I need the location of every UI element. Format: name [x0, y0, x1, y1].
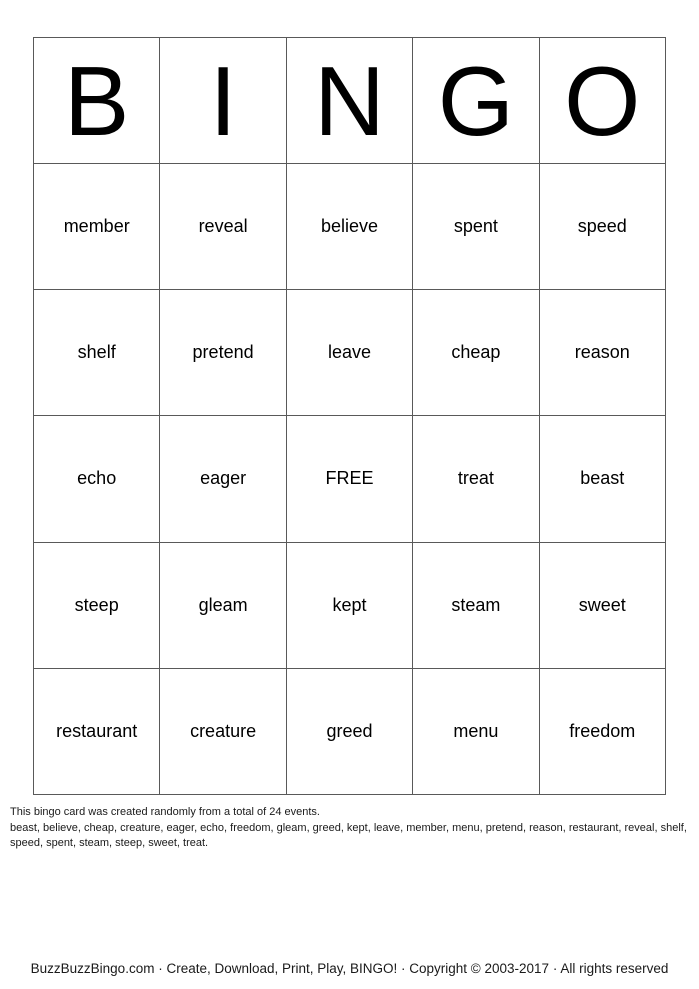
bingo-cell: sweet [539, 542, 665, 668]
bingo-cell: speed [539, 164, 665, 290]
bingo-cell: restaurant [34, 668, 160, 794]
bingo-header-row [34, 38, 666, 164]
bingo-cell: steep [34, 542, 160, 668]
bingo-cell: reason [539, 290, 665, 416]
bingo-header-letter-o: O [539, 38, 665, 164]
bingo-cell: member [34, 164, 160, 290]
bingo-row-4 [34, 542, 666, 668]
bingo-row-1 [34, 164, 666, 290]
bingo-cell: menu [413, 668, 539, 794]
site-footer: BuzzBuzzBingo.com · Create, Download, Print, Play, BINGO! · Copyright © 2003-2017 · All rights reserved [30, 961, 669, 976]
bingo-cell: reveal [160, 164, 286, 290]
bingo-cell: leave [286, 290, 412, 416]
bingo-row-5 [34, 668, 666, 794]
bingo-cell: steam [413, 542, 539, 668]
bingo-cell: shelf [34, 290, 160, 416]
bingo-row-3 [34, 416, 666, 542]
card-word-list: beast, believe, cheap, creature, eager, echo, freedom, gleam, greed, kept, leave, member, menu, pretend, reason, restaurant, reveal, shelf, speed, spent, steam, steep, sweet, treat. [10, 821, 687, 849]
free-space-cell: FREE [286, 416, 412, 542]
bingo-header-letter-g: G [413, 38, 539, 164]
bingo-cell: eager [160, 416, 286, 542]
bingo-row-2 [34, 290, 666, 416]
bingo-cell: echo [34, 416, 160, 542]
bingo-cell: believe [286, 164, 412, 290]
bingo-header-letter-i: I [160, 38, 286, 164]
bingo-cell: spent [413, 164, 539, 290]
bingo-cell: creature [160, 668, 286, 794]
bingo-card-grid [33, 37, 666, 795]
bingo-cell: pretend [160, 290, 286, 416]
bingo-cell: treat [413, 416, 539, 542]
bingo-cell: kept [286, 542, 412, 668]
bingo-cell: cheap [413, 290, 539, 416]
bingo-cell: freedom [539, 668, 665, 794]
card-notes [10, 805, 690, 852]
bingo-header-letter-n: N [286, 38, 412, 164]
card-creation-note: This bingo card was created randomly from a total of 24 events. [10, 806, 320, 818]
bingo-cell: gleam [160, 542, 286, 668]
bingo-cell: greed [286, 668, 412, 794]
bingo-cell: beast [539, 416, 665, 542]
bingo-header-letter-b: B [34, 38, 160, 164]
